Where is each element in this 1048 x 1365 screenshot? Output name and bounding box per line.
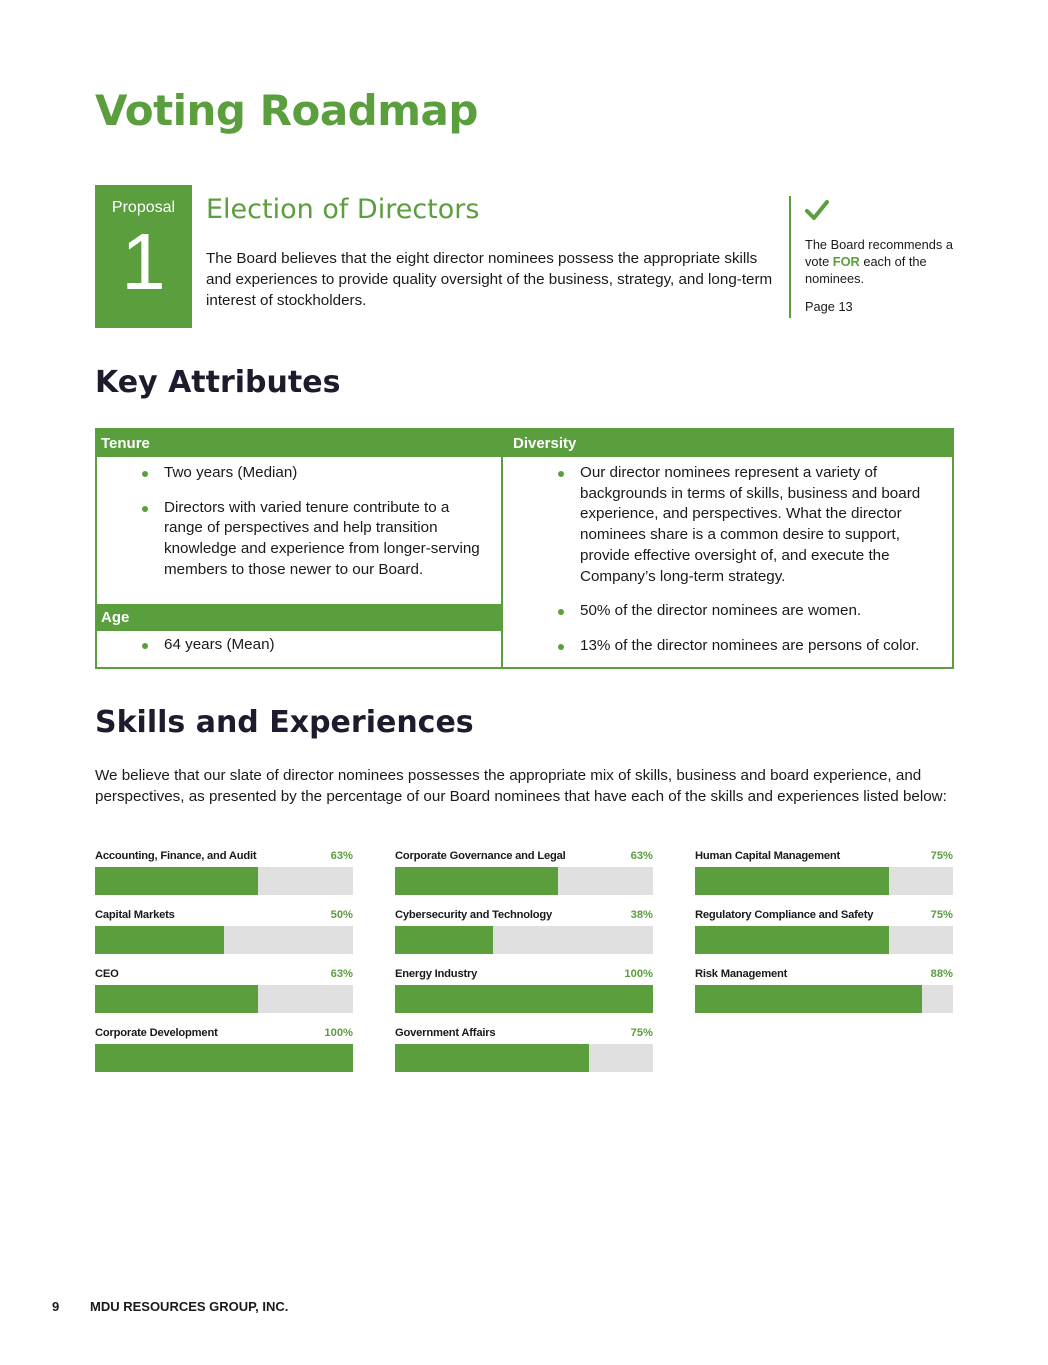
check-icon	[805, 198, 829, 222]
skill-fill	[95, 867, 258, 895]
skill-track	[395, 926, 653, 954]
vote-for-emphasis: FOR	[832, 254, 860, 269]
skill-percentage: 38%	[630, 909, 653, 921]
skill-fill	[395, 867, 558, 895]
skill-fill	[95, 985, 258, 1013]
skill-percentage: 63%	[630, 850, 653, 862]
skill-fill	[695, 985, 922, 1013]
skill-label: Accounting, Finance, and Audit	[95, 850, 257, 862]
skill-fill	[695, 867, 889, 895]
board-recommendation	[789, 196, 959, 318]
diversity-list	[554, 463, 944, 671]
list-item: 50% of the director nominees are women.	[554, 601, 944, 622]
skill-percentage: 100%	[624, 968, 653, 980]
key-attributes-heading: Key Attributes	[95, 365, 341, 400]
age-header: Age	[97, 604, 501, 631]
list-item: 13% of the director nominees are persons of color.	[554, 636, 944, 657]
company-name: MDU RESOURCES GROUP, INC.	[90, 1299, 289, 1314]
skill-track	[95, 926, 353, 954]
skills-intro: We believe that our slate of director nominees possesses the appropriate mix of skills, business and board experience, and perspectives, as presented by the percentage of our Board nominees that have each of the skills and experiences listed below:	[95, 767, 947, 805]
skill-track	[395, 1044, 653, 1072]
list-item: 64 years (Mean)	[138, 635, 483, 656]
skill-label: Corporate Development	[95, 1027, 218, 1039]
skill-bar	[695, 909, 953, 959]
list-item: Our director nominees represent a variety of backgrounds in terms of skills, business and board experience, and perspectives. What the director nominees share is a common desire to support, provide effective oversight of, and execute the Company’s long-term strategy.	[554, 463, 944, 587]
skill-fill	[395, 985, 653, 1013]
skill-label: Corporate Governance and Legal	[395, 850, 566, 862]
list-item: Directors with varied tenure contribute to a range of perspectives and help transition knowledge and experience from longer-serving members to those newer to our Board.	[138, 498, 483, 581]
skill-track	[395, 867, 653, 895]
list-item: Two years (Median)	[138, 463, 483, 484]
skill-bar	[95, 909, 353, 959]
skill-track	[695, 867, 953, 895]
tenure-header: Tenure	[97, 430, 501, 457]
skill-percentage: 75%	[630, 1027, 653, 1039]
skill-label: Government Affairs	[395, 1027, 496, 1039]
tenure-age-column	[97, 430, 503, 667]
skills-heading: Skills and Experiences	[95, 705, 474, 740]
skill-label: Regulatory Compliance and Safety	[695, 909, 874, 921]
proposal-label: Proposal	[111, 199, 176, 216]
tenure-list	[138, 463, 483, 595]
page-number: 9	[52, 1299, 60, 1314]
proposal-number: 1	[121, 217, 166, 306]
skill-fill	[95, 1044, 353, 1072]
skill-percentage: 100%	[324, 1027, 353, 1039]
proposal-title: Election of Directors	[206, 194, 480, 225]
skill-label: Risk Management	[695, 968, 788, 980]
skill-bar	[395, 968, 653, 1018]
skill-track	[95, 985, 353, 1013]
skill-bar	[395, 1027, 653, 1077]
skill-fill	[95, 926, 224, 954]
recommendation-text: The Board recommends a vote FOR each of the nominees.	[805, 237, 953, 286]
key-attributes-table	[95, 428, 954, 669]
skill-fill	[395, 926, 493, 954]
skill-bar	[395, 909, 653, 959]
age-list	[138, 635, 483, 670]
skill-track	[695, 985, 953, 1013]
skill-bar	[695, 850, 953, 900]
skill-percentage: 63%	[330, 850, 353, 862]
skill-bar	[395, 850, 653, 900]
diversity-header: Diversity	[503, 430, 952, 457]
skill-label: CEO	[95, 968, 119, 980]
skill-bar	[95, 850, 353, 900]
proposal-description: The Board believes that the eight director nominees possess the appropriate skills and experiences to provide quality oversight of the business, strategy, and long-term interest of stockholders.	[206, 250, 773, 309]
skill-fill	[695, 926, 889, 954]
page-title: Voting Roadmap	[95, 86, 478, 135]
skill-track	[95, 867, 353, 895]
skill-percentage: 75%	[930, 909, 953, 921]
skill-label: Capital Markets	[95, 909, 175, 921]
skill-track	[695, 926, 953, 954]
skill-bar	[95, 1027, 353, 1077]
skill-percentage: 88%	[930, 968, 953, 980]
diversity-column	[503, 430, 952, 667]
skill-fill	[395, 1044, 589, 1072]
skill-label: Cybersecurity and Technology	[395, 909, 553, 921]
skill-percentage: 63%	[330, 968, 353, 980]
page-reference: Page 13	[805, 299, 853, 314]
skill-bar	[695, 968, 953, 1018]
skill-track	[95, 1044, 353, 1072]
proposal-badge	[95, 185, 192, 328]
skill-percentage: 75%	[930, 850, 953, 862]
skill-bar	[95, 968, 353, 1018]
skill-percentage: 50%	[330, 909, 353, 921]
skill-track	[395, 985, 653, 1013]
skill-label: Energy Industry	[395, 968, 478, 980]
skill-label: Human Capital Management	[695, 850, 841, 862]
